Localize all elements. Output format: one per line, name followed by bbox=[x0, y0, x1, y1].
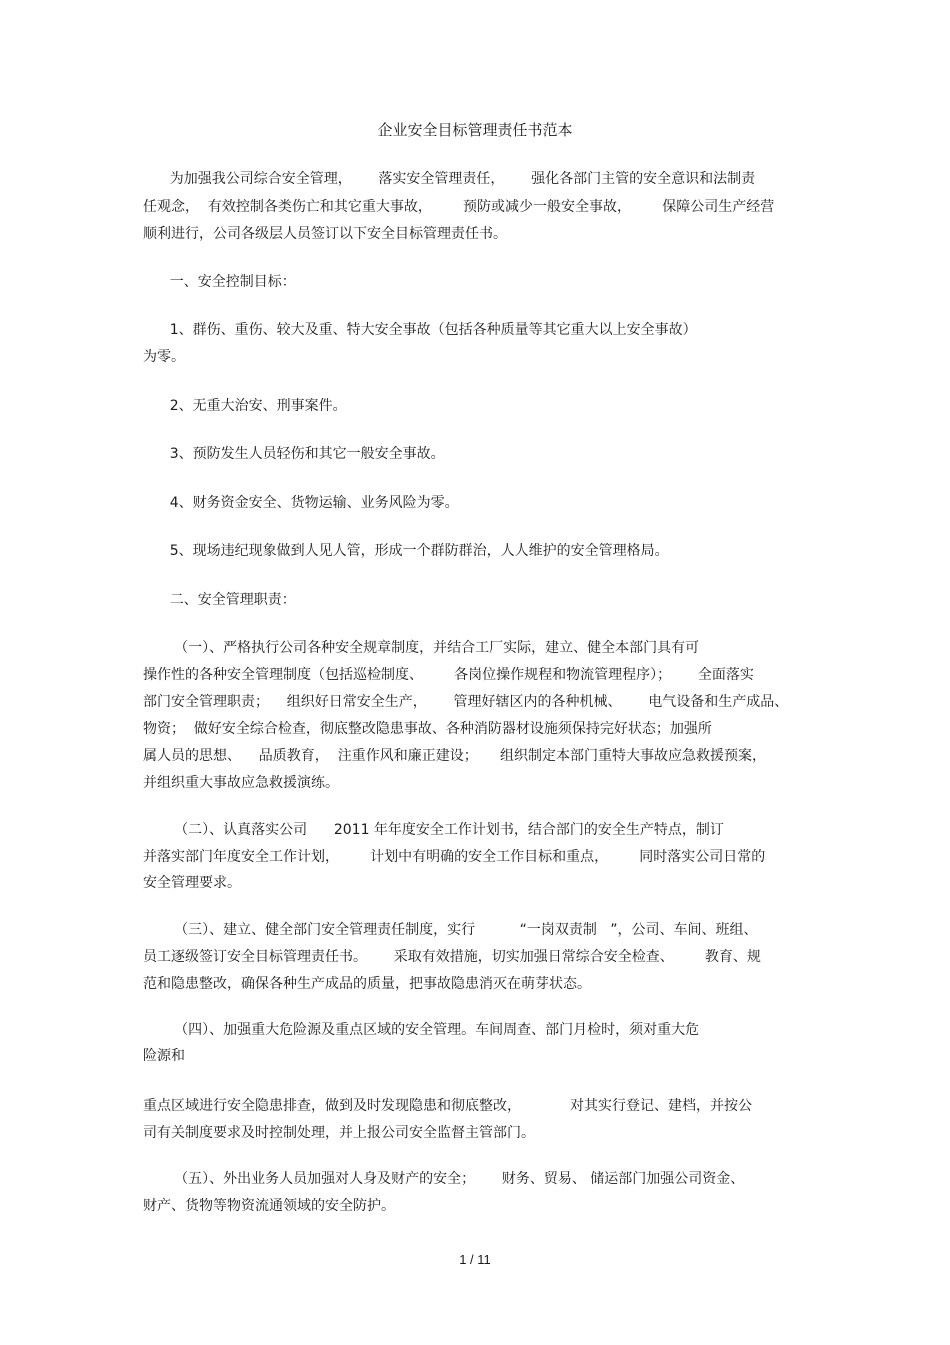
body-line: 为零。 bbox=[143, 349, 185, 365]
body-line: （四）、加强重大危险源及重点区域的安全管理。车间周查、部门月检时，须对重大危 bbox=[143, 1022, 700, 1038]
body-line: 员工逐级签订安全目标管理责任书。 采取有效措施，切实加强日常综合安全检查、 教育、规 bbox=[143, 949, 761, 965]
body-line: 并组织重大事故应急救援演练。 bbox=[143, 775, 339, 791]
body-line: 2、无重大治安、刑事案件。 bbox=[143, 398, 347, 414]
body-line: 重点区域进行安全隐患排查，做到及时发现隐患和彻底整改， 对其实行登记、建档，并按公 bbox=[143, 1098, 752, 1114]
body-line: 部门安全管理职责； 组织好日常安全生产， 管理好辖区内的各种机械、 电气设备和生产成品、 bbox=[143, 694, 789, 710]
body-line: 3、预防发生人员轻伤和其它一般安全事故。 bbox=[143, 446, 445, 462]
body-line: 任观念， 有效控制各类伤亡和其它重大事故， 预防或减少一般安全事故， 保障公司生产经营 bbox=[143, 199, 775, 215]
body-line: 顺利进行，公司各级层人员签订以下安全目标管理责任书。 bbox=[143, 226, 507, 242]
body-line: 安全管理要求。 bbox=[143, 875, 241, 891]
body-line: 为加强我公司综合安全管理， 落实安全管理责任， 强化各部门主管的安全意识和法制责 bbox=[143, 171, 756, 187]
body-line: 司有关制度要求及时控制处理，并上报公司安全监督主管部门。 bbox=[143, 1125, 535, 1141]
body-line: 财产、货物等物资流通领域的安全防护。 bbox=[143, 1198, 395, 1214]
body-line: （二）、认真落实公司 2011 年年度安全工作计划书，结合部门的安全生产特点，制订 bbox=[143, 822, 724, 838]
section-heading: 一、安全控制目标： bbox=[143, 274, 296, 290]
body-line: 范和隐患整改，确保各种生产成品的质量，把事故隐患消灭在萌芽状态。 bbox=[143, 976, 591, 992]
body-line: 属人员的思想、 品质教育， 注重作风和廉正建设； 组织制定本部门重特大事故应急救援预案， bbox=[143, 748, 766, 764]
body-line: （三）、建立、健全部门安全管理责任制度，实行 “一岗双责制 ”，公司、车间、班组、 bbox=[143, 922, 758, 938]
body-line: （一）、严格执行公司各种安全规章制度，并结合工厂实际，建立、健全本部门具有可 bbox=[143, 640, 700, 656]
body-line: 险源和 bbox=[143, 1048, 185, 1064]
body-line: （五）、外出业务人员加强对人身及财产的安全； 财务、贸易、 储运部门加强公司资金、 bbox=[143, 1171, 745, 1187]
document-title: 企业安全目标管理责任书范本 bbox=[377, 121, 573, 139]
body-line: 1、群伤、重伤、较大及重、特大安全事故（包括各种质量等其它重大以上安全事故） bbox=[143, 322, 697, 338]
section-heading: 二、安全管理职责： bbox=[143, 592, 296, 608]
body-line: 5、现场违纪现象做到人见人管，形成一个群防群治，人人维护的安全管理格局。 bbox=[143, 543, 669, 559]
body-line: 物资； 做好安全综合检查，彻底整改隐患事故、各种消防器材设施须保持完好状态；加强所 bbox=[143, 721, 712, 737]
page-number: 1 / 11 bbox=[459, 1252, 491, 1267]
body-line: 操作性的各种安全管理制度（包括巡检制度、 各岗位操作规程和物流管理程序）； 全面落实 bbox=[143, 667, 754, 683]
body-line: 4、财务资金安全、货物运输、业务风险为零。 bbox=[143, 495, 459, 511]
body-line: 并落实部门年度安全工作计划， 计划中有明确的安全工作目标和重点， 同时落实公司日常的 bbox=[143, 849, 766, 865]
